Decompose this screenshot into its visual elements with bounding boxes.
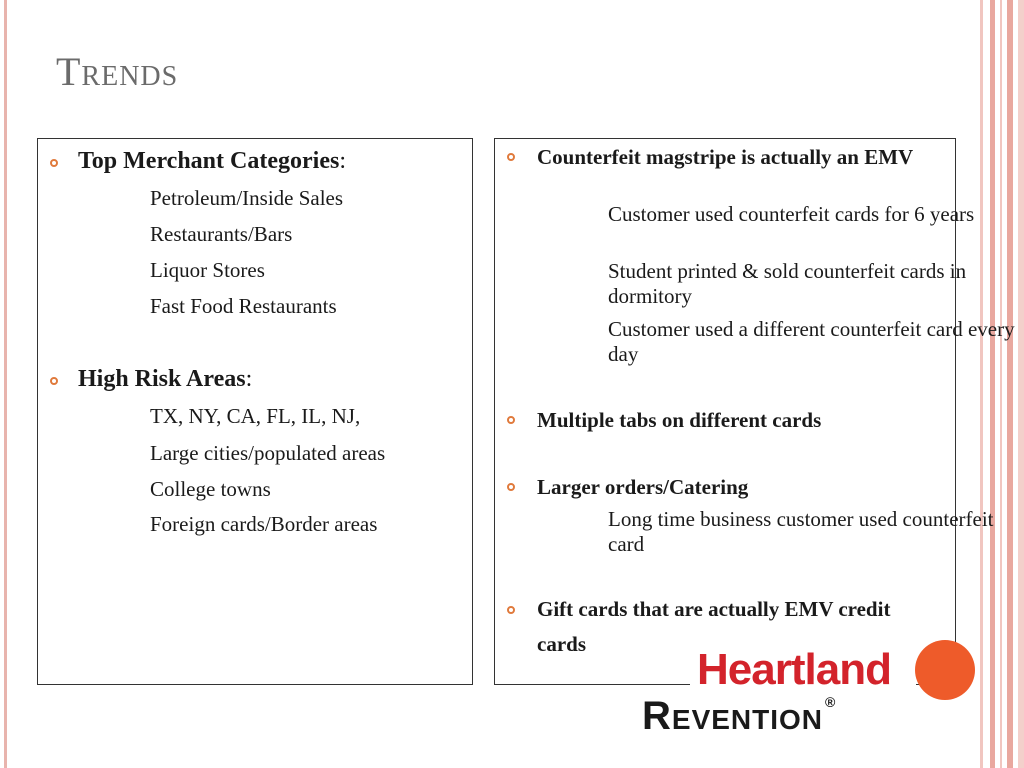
list-item: Fast Food Restaurants	[150, 294, 337, 318]
list-item: Student printed & sold counterfeit cards in dormitory	[608, 259, 967, 308]
bullet-circle-icon	[507, 153, 515, 161]
slide-title: Trends	[56, 49, 179, 94]
bullet-circle-icon	[507, 606, 515, 614]
bullet-circle-icon	[50, 159, 58, 167]
bullet-circle-icon	[507, 483, 515, 491]
list-item: Customer used a different counterfeit card every day	[608, 317, 1015, 366]
list-item: College towns	[150, 477, 271, 501]
section-heading: Multiple tabs on different cards	[537, 408, 822, 432]
list-item: Customer used counterfeit cards for 6 years	[608, 202, 975, 226]
section-heading: High Risk Areas	[78, 366, 246, 392]
list-item: Large cities/populated areas	[150, 441, 386, 465]
registered-mark: ®	[825, 694, 837, 710]
bullet-multiple-tabs	[507, 408, 927, 432]
section-heading: Gift cards that are actually EMV credit cards	[537, 597, 891, 656]
logo-orange-circle-icon	[915, 640, 975, 700]
list-item: Restaurants/Bars	[150, 222, 293, 246]
list-item: Liquor Stores	[150, 258, 265, 282]
bullet-circle-icon	[507, 416, 515, 424]
bullet-counterfeit-magstripe	[507, 145, 927, 169]
logo-revention-wordmark: Revention ®	[642, 694, 837, 738]
list-item: Petroleum/Inside Sales	[150, 186, 344, 210]
bullet-high-risk-areas: High Risk Areas:	[50, 366, 252, 393]
list-item: Foreign cards/Border areas	[150, 512, 378, 536]
section-heading: Larger orders/Catering	[537, 475, 749, 499]
section-heading: Top Merchant Categories	[78, 148, 340, 174]
list-item: TX, NY, CA, FL, IL, NJ,	[150, 404, 361, 428]
bullet-top-merchant-categories: Top Merchant Categories:	[50, 148, 346, 175]
bullet-circle-icon	[50, 377, 58, 385]
logo-heartland-wordmark: Heartland	[697, 645, 891, 694]
section-heading: Counterfeit magstripe is actually an EMV	[537, 145, 914, 169]
left-decorative-border	[4, 0, 7, 768]
list-item: Long time business customer used counterfeit card	[608, 507, 994, 556]
right-decorative-stripes	[980, 0, 1024, 768]
bullet-larger-orders	[507, 475, 927, 499]
